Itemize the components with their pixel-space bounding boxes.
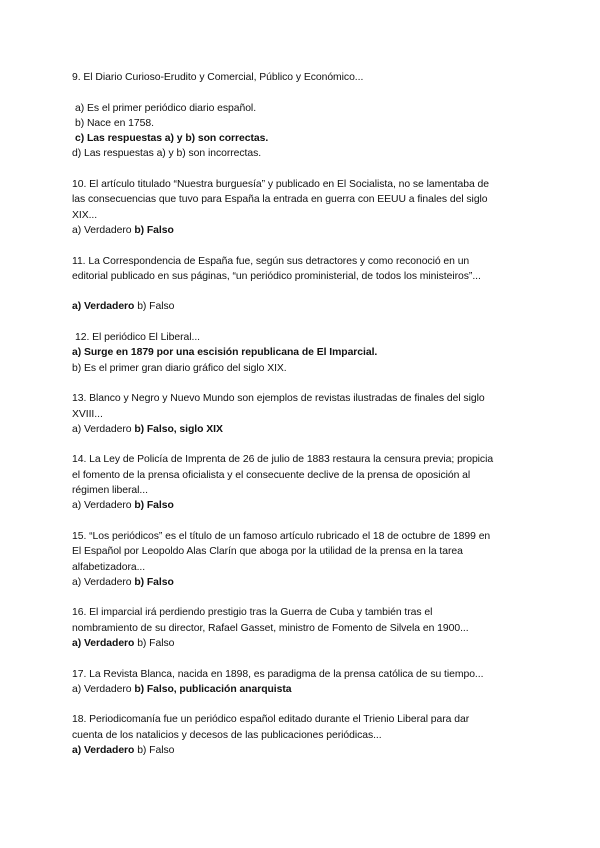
true-option: a) Verdadero [72,637,135,649]
spacer [72,284,528,299]
false-option: b) Falso [137,637,175,649]
question-9-text: 9. El Diario Curioso-Erudito y Comercial, Público y Económico... [72,72,364,83]
false-option: b) Falso [134,576,174,588]
question-16-answers [72,636,528,651]
spacer [72,697,528,712]
spacer [72,162,528,177]
question-12 [72,330,528,376]
question-11 [72,254,528,315]
true-option: a) Verdadero [72,683,132,695]
question-14-line-1: 14. La Ley de Policía de Imprenta de 26 de julio de 1883 restaura la censura previa; propicia [72,454,494,466]
question-10-line-3: XIX... [72,209,98,221]
question-18 [72,712,528,758]
question-17-answers [72,682,528,697]
spacer [72,315,528,330]
question-16-line-1: 16. El imparcial irá perdiendo prestigio tras la Guerra de Cuba y también tras el [72,607,433,619]
question-16-line-2: nombramiento de su director, Rafael Gasset, ministro de Fomento de Silvela en 1900... [72,622,469,634]
question-14 [72,452,528,513]
question-13-line-1: 13. Blanco y Negro y Nuevo Mundo son ejemplos de revistas ilustradas de finales del siglo [72,393,485,405]
question-15 [72,529,528,590]
question-16 [72,605,528,651]
true-option: a) Verdadero [72,500,132,512]
question-11-line-1: 11. La Correspondencia de España fue, según sus detractores y como reconoció en un [72,255,470,267]
question-18-answers [72,743,528,758]
question-15-answers [72,575,528,590]
false-option: b) Falso, siglo XIX [134,423,223,435]
spacer [72,514,528,529]
true-option: a) Verdadero [72,745,135,757]
true-option: a) Verdadero [72,224,132,236]
question-17-line-1: 17. La Revista Blanca, nacida en 1898, es paradigma de la prensa católica de su tiempo... [72,668,484,680]
spacer [72,437,528,452]
question-9-option-b: b) Nace en 1758. [75,117,154,129]
question-14-line-3: régimen liberal... [72,485,148,497]
question-10-line-1: 10. El artículo titulado “Nuestra burguesía” y publicado en El Socialista, no se lamentaba de [72,179,489,191]
false-option: b) Falso [137,301,175,313]
question-18-line-1: 18. Periodicomanía fue un periódico español editado durante el Trienio Liberal para dar [72,714,470,726]
question-9-option-d: d) Las respuestas a) y b) son incorrectas. [72,148,262,160]
question-14-line-2: el fomento de la prensa oficialista y el consecuente declive de la prensa de oposición al [72,469,471,481]
question-12-text: 12. El periódico El Liberal... [75,332,200,344]
spacer [72,590,528,605]
document-page [72,70,528,758]
false-option: b) Falso [134,500,174,512]
question-15-line-2: El Español por Leopoldo Alas Clarín que aboga por la utilidad de la prensa en la tarea [72,546,463,558]
question-11-answers [72,299,528,314]
false-option: b) Falso [134,224,174,236]
question-15-line-1: 15. “Los periódicos” es el título de un famoso artículo rubricado el 18 de octubre de 1899 en [72,530,491,542]
question-18-line-2: cuenta de los natalicios y decesos de las publicaciones periódicas... [72,729,382,741]
true-option: a) Verdadero [72,423,132,435]
question-9 [72,70,528,162]
question-13-answers [72,422,528,437]
spacer [72,85,528,100]
false-option: b) Falso, publicación anarquista [134,683,292,695]
question-14-answers [72,498,528,513]
question-12-option-a: a) Surge en 1879 por una escisión republicana de El Imparcial. [72,347,378,359]
question-13 [72,391,528,437]
question-10-line-2: las consecuencias que tuvo para España la entrada en guerra con EEUU a finales del siglo [72,194,488,206]
question-13-line-2: XVIII... [72,408,103,420]
question-10-answers [72,223,528,238]
question-12-option-b: b) Es el primer gran diario gráfico del siglo XIX. [72,362,287,374]
question-9-option-a: a) Es el primer periódico diario español. [75,102,257,114]
question-15-line-3: alfabetizadora... [72,561,146,573]
spacer [72,651,528,666]
question-11-line-2: editorial publicado en sus páginas, “un periódico proministerial, de todos los ministeiros”... [72,270,481,282]
question-10 [72,177,528,238]
false-option: b) Falso [137,745,175,757]
spacer [72,238,528,253]
spacer [72,376,528,391]
true-option: a) Verdadero [72,576,132,588]
question-9-option-c: c) Las respuestas a) y b) son correctas. [75,133,269,145]
question-17 [72,667,528,698]
true-option: a) Verdadero [72,301,135,313]
